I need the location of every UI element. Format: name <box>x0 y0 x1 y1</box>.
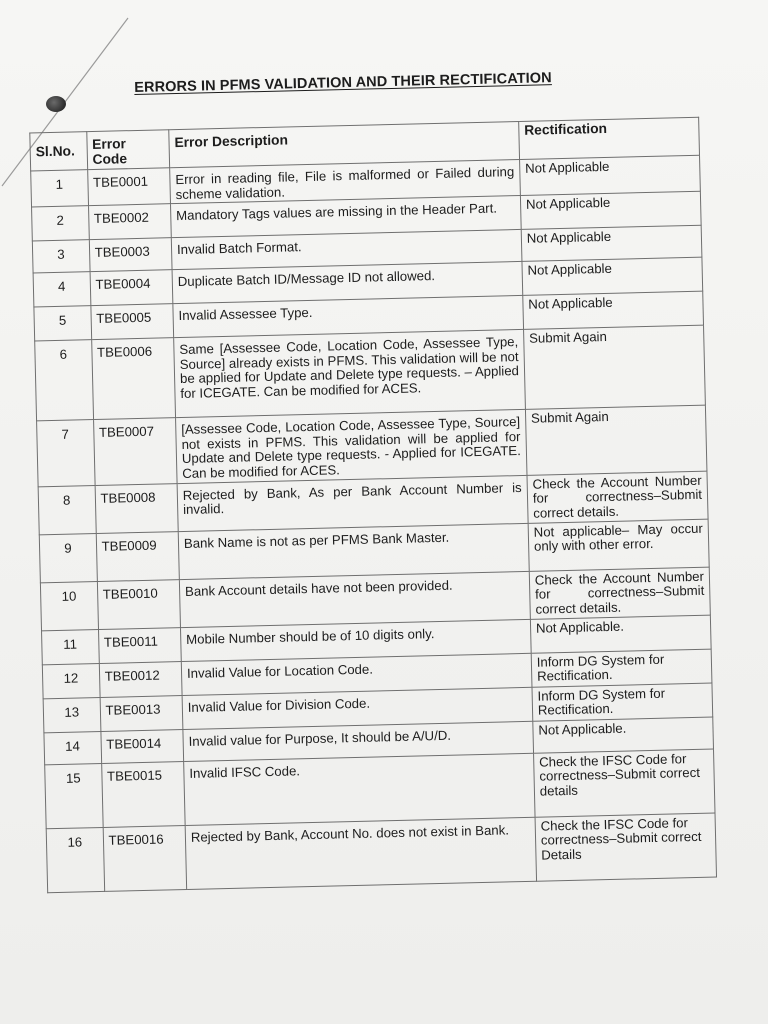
errors-table <box>29 117 717 893</box>
row-sl-no: 5 <box>34 306 91 341</box>
row-error-code: TBE0009 <box>96 531 179 581</box>
row-rectification: Not Applicable <box>519 155 700 195</box>
row-error-code: TBE0016 <box>103 825 187 891</box>
row-error-code: TBE0006 <box>91 338 175 420</box>
row-sl-no: 11 <box>42 629 99 664</box>
row-error-code: TBE0010 <box>97 579 180 629</box>
row-sl-no: 2 <box>32 206 89 241</box>
row-error-code: TBE0011 <box>98 627 181 663</box>
row-error-description: Invalid Assessee Type. <box>173 296 524 338</box>
row-rectification: Not Applicable <box>523 291 704 329</box>
row-rectification: Not Applicable <box>522 257 703 295</box>
row-sl-no: 13 <box>43 697 100 732</box>
row-sl-no: 9 <box>39 533 97 582</box>
row-sl-no: 1 <box>31 170 88 208</box>
row-rectification: Inform DG System for Rectification. <box>531 649 712 687</box>
row-error-code: TBE0012 <box>99 661 182 697</box>
row-error-description: Rejected by Bank, As per Bank Account Number is invalid. <box>177 475 528 531</box>
row-sl-no: 6 <box>35 340 93 421</box>
row-sl-no: 4 <box>33 272 90 307</box>
row-error-code: TBE0002 <box>88 204 171 240</box>
row-error-code: TBE0014 <box>100 729 183 763</box>
pin-hole-icon <box>46 96 66 112</box>
row-error-code: TBE0005 <box>90 304 173 340</box>
row-rectification: Check the IFSC Code for correctness–Submit correct Details <box>535 813 717 881</box>
row-error-description: Error in reading file, File is malformed or Failed during scheme validation. <box>170 159 521 203</box>
row-error-description: Invalid Value for Location Code. <box>181 653 532 695</box>
header-error-description: Error Description <box>169 121 520 167</box>
row-error-description: Same [Assessee Code, Location Code, Assessee Type, Source] already exists in PFMS. This validation will be not be applied for Update and Delete type requests. – Applied for ICEGATE. Can be modified for ACES. <box>174 330 526 418</box>
row-rectification: Inform DG System for Rectification. <box>532 683 713 721</box>
row-error-description: Mandatory Tags values are missing in the Header Part. <box>170 196 521 238</box>
row-error-code: TBE0001 <box>87 168 170 206</box>
row-rectification: Check the Account Number for correctness–Submit correct details. <box>527 471 708 523</box>
header-rectification: Rectification <box>519 117 700 159</box>
page-title: ERRORS IN PFMS VALIDATION AND THEIR RECTIFICATION <box>134 70 552 97</box>
row-error-description: Rejected by Bank, Account No. does not exist in Bank. <box>185 817 536 889</box>
row-sl-no: 14 <box>44 731 101 764</box>
row-error-code: TBE0013 <box>100 695 183 731</box>
row-error-code: TBE0004 <box>90 270 173 306</box>
row-error-description: Mobile Number should be of 10 digits only. <box>180 619 531 661</box>
row-rectification: Not Applicable. <box>533 717 714 753</box>
row-rectification: Submit Again <box>525 405 707 475</box>
row-error-description: Duplicate Batch ID/Message ID not allowed. <box>172 262 523 304</box>
row-rectification: Not Applicable. <box>530 615 711 653</box>
row-rectification: Not applicable– May occur only with other error. <box>528 519 709 571</box>
header-sl-no: Sl.No. <box>30 132 87 171</box>
row-error-description: Invalid value for Purpose, It should be A/U/D. <box>183 721 534 761</box>
row-error-description: Invalid Value for Division Code. <box>182 687 533 729</box>
row-sl-no: 15 <box>45 763 103 828</box>
row-rectification: Check the IFSC Code for correctness–Submit correct details <box>533 749 715 817</box>
row-sl-no: 16 <box>46 827 104 892</box>
row-rectification: Not Applicable <box>521 225 702 261</box>
row-sl-no: 8 <box>38 485 96 534</box>
row-error-description: [Assessee Code, Location Code, Assessee Type, Source] not exists in PFMS. This validation will be applied for Update and Delete type requests. - Applied for ICEGATE. Can be modified for ACES. <box>175 410 526 484</box>
row-sl-no: 12 <box>42 663 99 698</box>
row-error-code: TBE0008 <box>95 483 178 533</box>
row-rectification: Check the Account Number for correctness–Submit correct details. <box>529 567 710 619</box>
row-rectification: Not Applicable <box>520 191 701 229</box>
row-error-description: Invalid IFSC Code. <box>184 753 535 825</box>
header-error-code: Error Code <box>86 130 169 170</box>
row-error-description: Invalid Batch Format. <box>171 230 522 270</box>
row-error-code: TBE0003 <box>89 238 172 272</box>
row-rectification: Submit Again <box>523 325 705 409</box>
row-sl-no: 7 <box>37 420 95 487</box>
row-error-code: TBE0015 <box>101 761 185 827</box>
row-sl-no: 3 <box>32 240 89 273</box>
row-error-code: TBE0007 <box>93 418 177 485</box>
row-sl-no: 10 <box>40 581 98 630</box>
row-error-description: Bank Name is not as per PFMS Bank Master. <box>178 523 529 579</box>
document-body <box>35 62 730 863</box>
row-error-description: Bank Account details have not been provided. <box>179 571 530 627</box>
